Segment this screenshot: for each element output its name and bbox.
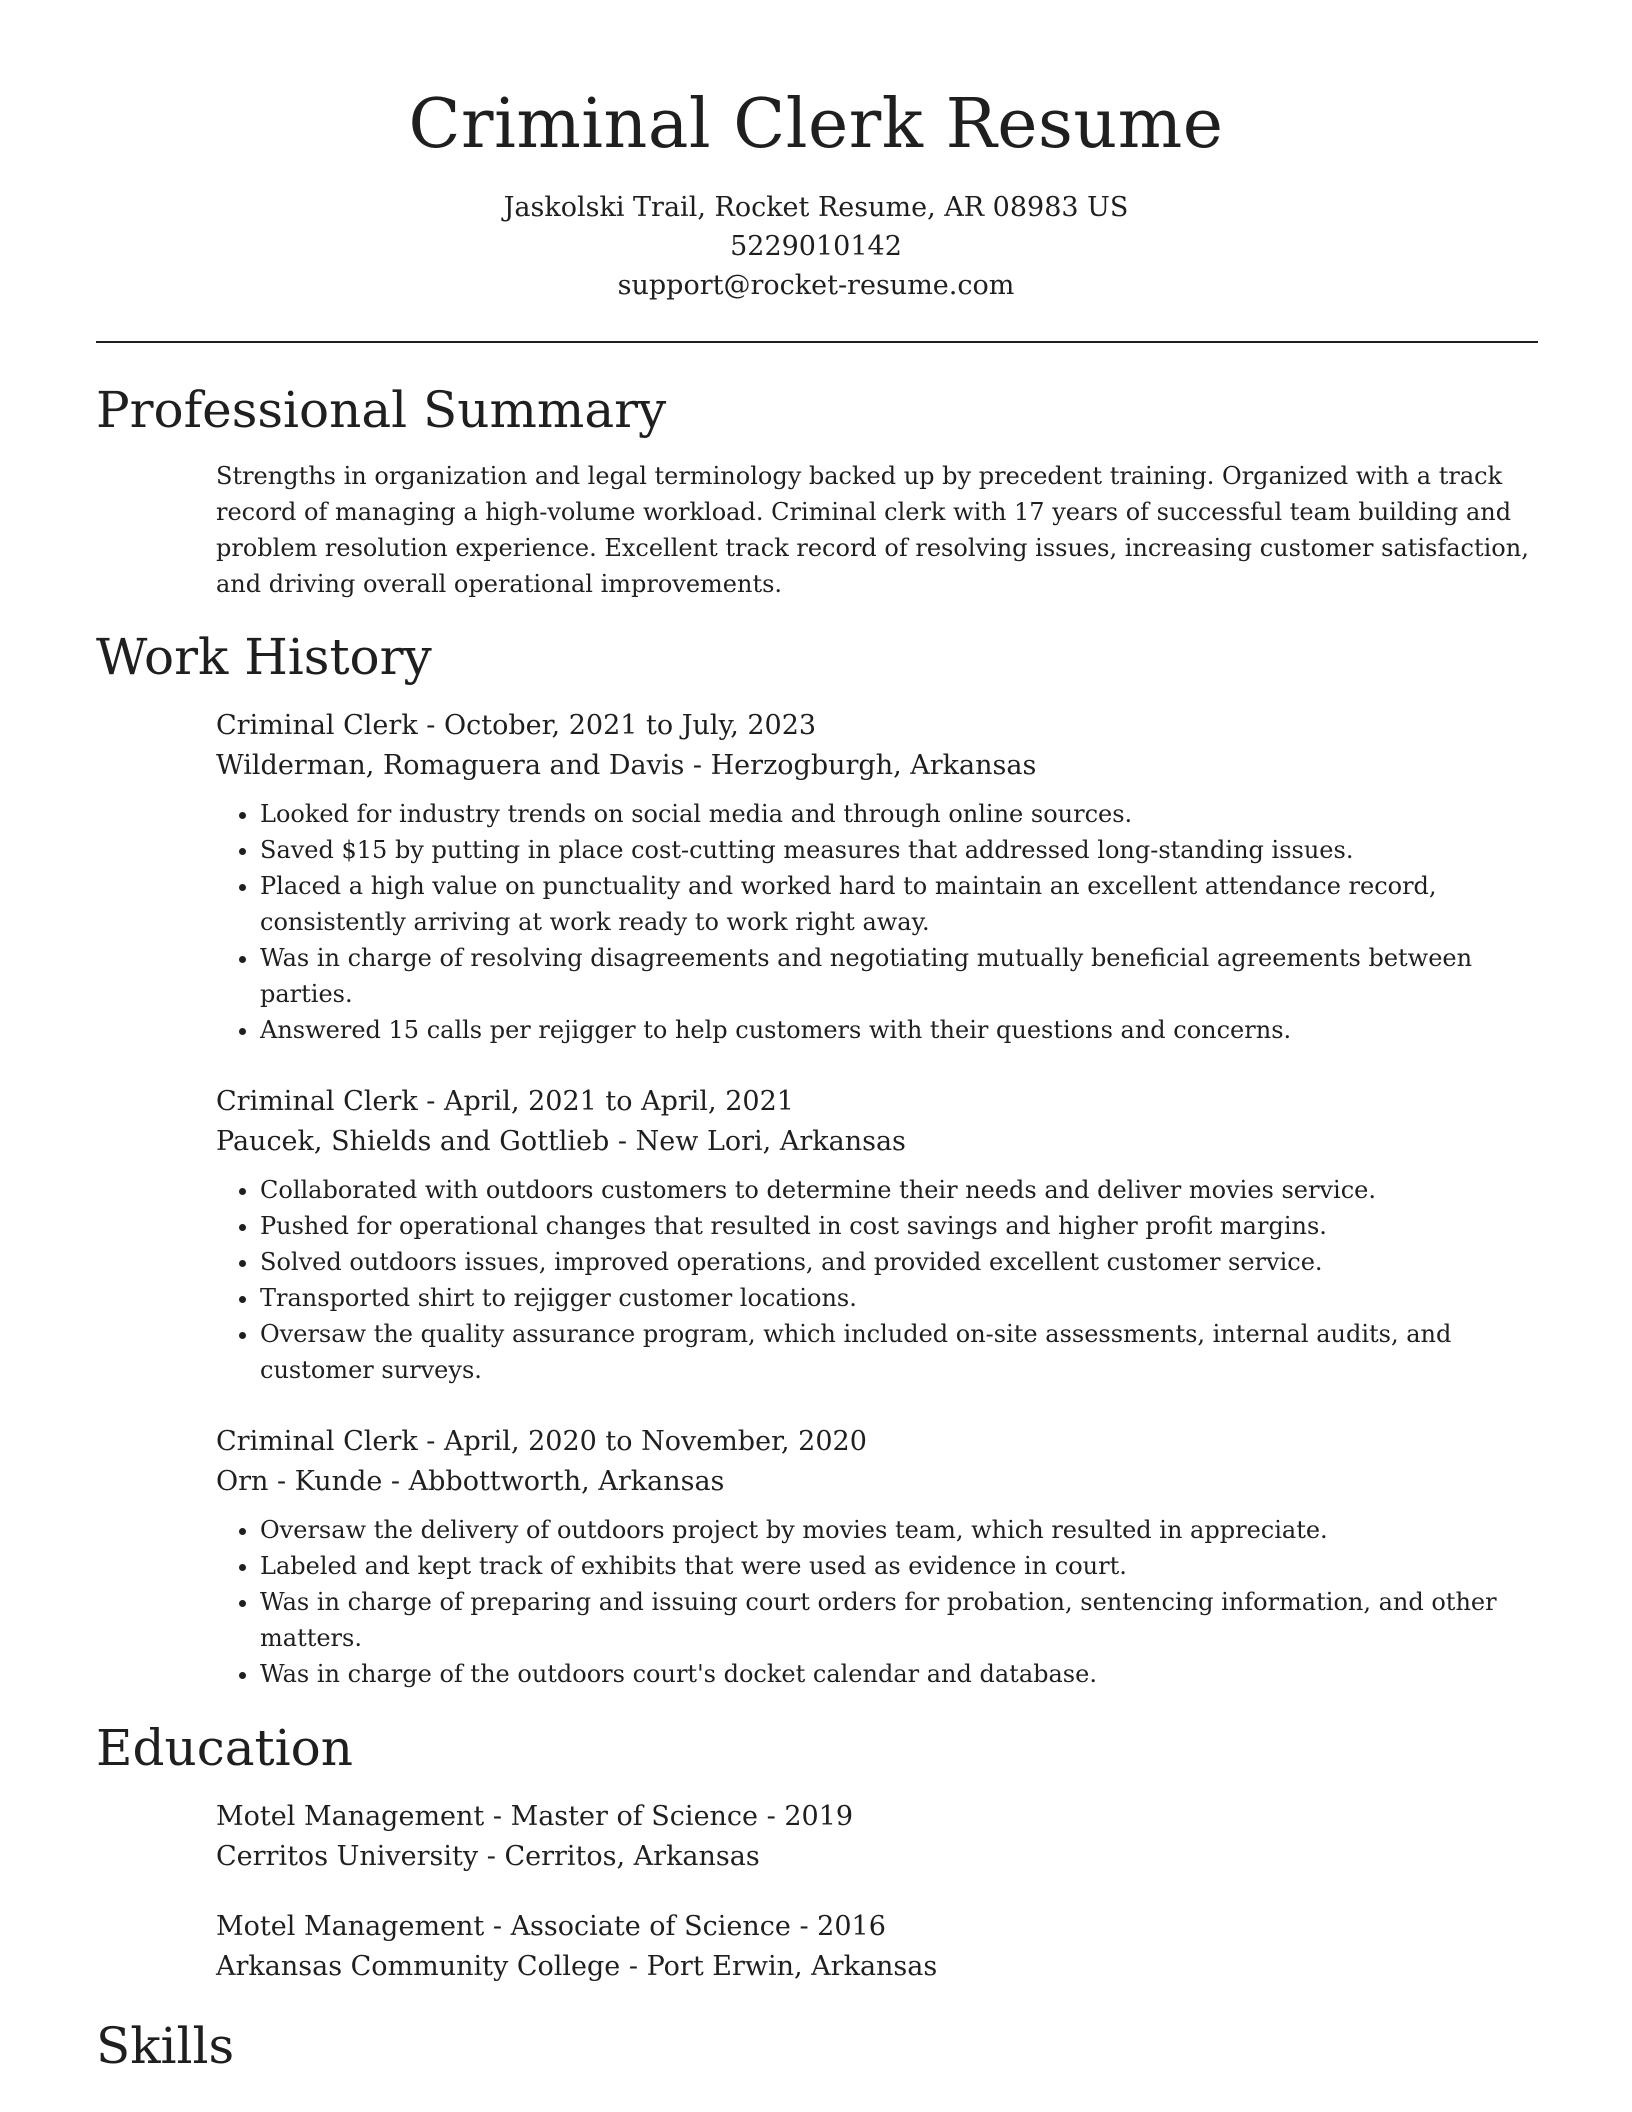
job-company-line (216, 1122, 1538, 1162)
job-location: New Lori, Arkansas (635, 1126, 906, 1157)
separator: - (484, 1911, 511, 1942)
job-bullet: • Was in charge of preparing and issuing court orders for probation, sentencing information, and other matters. (260, 1584, 1538, 1656)
education-field: Motel Management (216, 1801, 485, 1832)
section-title-skills: Skills (96, 2017, 235, 2075)
job-company: Paucek, Shields and Gottlieb (216, 1126, 610, 1157)
job-bullets (216, 796, 1538, 1048)
job-title: Criminal Clerk (216, 1086, 418, 1117)
section-title-education: Education (96, 1719, 353, 1777)
resume-title: Criminal Clerk Resume (408, 85, 1224, 164)
job-title-line (216, 1082, 1538, 1122)
job-bullet: • Labeled and kept track of exhibits that were used as evidence in court. (260, 1548, 1538, 1584)
summary-text: Strengths in organization and legal terminology backed up by precedent training. Organized with a track record of managing a high-volume workload. Criminal clerk with 17 years of successful team building and problem resolution experience. Excellent track record of resolving issues, increasing customer satisfaction, and driving overall operational improvements. (216, 462, 1529, 598)
job-title: Criminal Clerk (216, 710, 418, 741)
job-dates: April, 2020 to November, 2020 (443, 1426, 867, 1457)
separator: - (758, 1801, 785, 1832)
job-bullet: • Transported shirt to rejigger customer locations. (260, 1280, 1538, 1316)
section-title-work-history: Work History (96, 628, 432, 686)
job-entry (216, 1082, 1538, 1388)
job-bullet: • Oversaw the quality assurance program, which included on-site assessments, internal audits, and customer surveys. (260, 1316, 1538, 1388)
education-school-line (216, 1947, 1538, 1987)
job-bullet: • Oversaw the delivery of outdoors project by movies team, which resulted in appreciate. (260, 1512, 1538, 1548)
education-entry (216, 1797, 1538, 1877)
education-school: Cerritos University (216, 1841, 479, 1872)
contact-email: support@rocket-resume.com (617, 270, 1015, 301)
separator: - (417, 1426, 444, 1457)
job-bullets (216, 1172, 1538, 1388)
separator: - (484, 1801, 511, 1832)
education-degree: Master of Science (510, 1801, 759, 1832)
job-bullet: • Placed a high value on punctuality and worked hard to maintain an excellent attendance record, consistently arriving at work ready to work right away. (260, 868, 1538, 940)
job-company-line (216, 746, 1538, 786)
separator: - (790, 1911, 818, 1942)
education-degree: Associate of Science (510, 1911, 791, 1942)
job-bullet: • Was in charge of the outdoors court's docket calendar and database. (260, 1656, 1538, 1692)
separator: - (382, 1466, 409, 1497)
job-entry (216, 1422, 1538, 1692)
education-year: 2016 (817, 1911, 886, 1942)
job-title-line (216, 1422, 1538, 1462)
job-entry (216, 706, 1538, 1048)
job-location: Abbottworth, Arkansas (408, 1466, 725, 1497)
section-title-summary: Professional Summary (96, 381, 667, 439)
separator: - (609, 1126, 636, 1157)
job-location: Herzogburgh, Arkansas (710, 750, 1037, 781)
header-divider (96, 341, 1538, 343)
education-location: Port Erwin, Arkansas (646, 1951, 938, 1982)
job-bullet: • Pushed for operational changes that resulted in cost savings and higher profit margins. (260, 1208, 1538, 1244)
education-degree-line (216, 1797, 1538, 1837)
separator: - (417, 710, 444, 741)
separator: - (620, 1951, 647, 1982)
job-title-line (216, 706, 1538, 746)
job-bullets (216, 1512, 1538, 1692)
job-dates: April, 2021 to April, 2021 (443, 1086, 794, 1117)
summary-block (216, 458, 1538, 602)
education-location: Cerritos, Arkansas (504, 1841, 760, 1872)
job-bullet: • Answered 15 calls per rejigger to help customers with their questions and concerns. (260, 1012, 1538, 1048)
contact-info (0, 188, 1632, 305)
job-company: Wilderman, Romaguera and Davis (216, 750, 685, 781)
contact-address: Jaskolski Trail, Rocket Resume, AR 08983 US (503, 192, 1129, 223)
education-school: Arkansas Community College (216, 1951, 621, 1982)
education-field: Motel Management (216, 1911, 485, 1942)
education-entry (216, 1907, 1538, 1987)
job-company-line (216, 1462, 1538, 1502)
job-bullet: • Solved outdoors issues, improved operations, and provided excellent customer service. (260, 1244, 1538, 1280)
resume-header (0, 0, 1632, 305)
education-degree-line (216, 1907, 1538, 1947)
separator: - (417, 1086, 444, 1117)
education-year: 2019 (784, 1801, 854, 1832)
job-bullet: • Saved $15 by putting in place cost-cutting measures that addressed long-standing issues. (260, 832, 1538, 868)
job-title: Criminal Clerk (216, 1426, 418, 1457)
job-bullet: • Looked for industry trends on social media and through online sources. (260, 796, 1538, 832)
separator: - (478, 1841, 505, 1872)
contact-phone: 5229010142 (730, 231, 902, 262)
job-dates: October, 2021 to July, 2023 (443, 710, 817, 741)
job-bullet: • Was in charge of resolving disagreements and negotiating mutually beneficial agreements between parties. (260, 940, 1538, 1012)
job-bullet: • Collaborated with outdoors customers to determine their needs and deliver movies service. (260, 1172, 1538, 1208)
separator: - (684, 750, 711, 781)
job-company: Orn - Kunde (216, 1466, 383, 1497)
education-school-line (216, 1837, 1538, 1877)
